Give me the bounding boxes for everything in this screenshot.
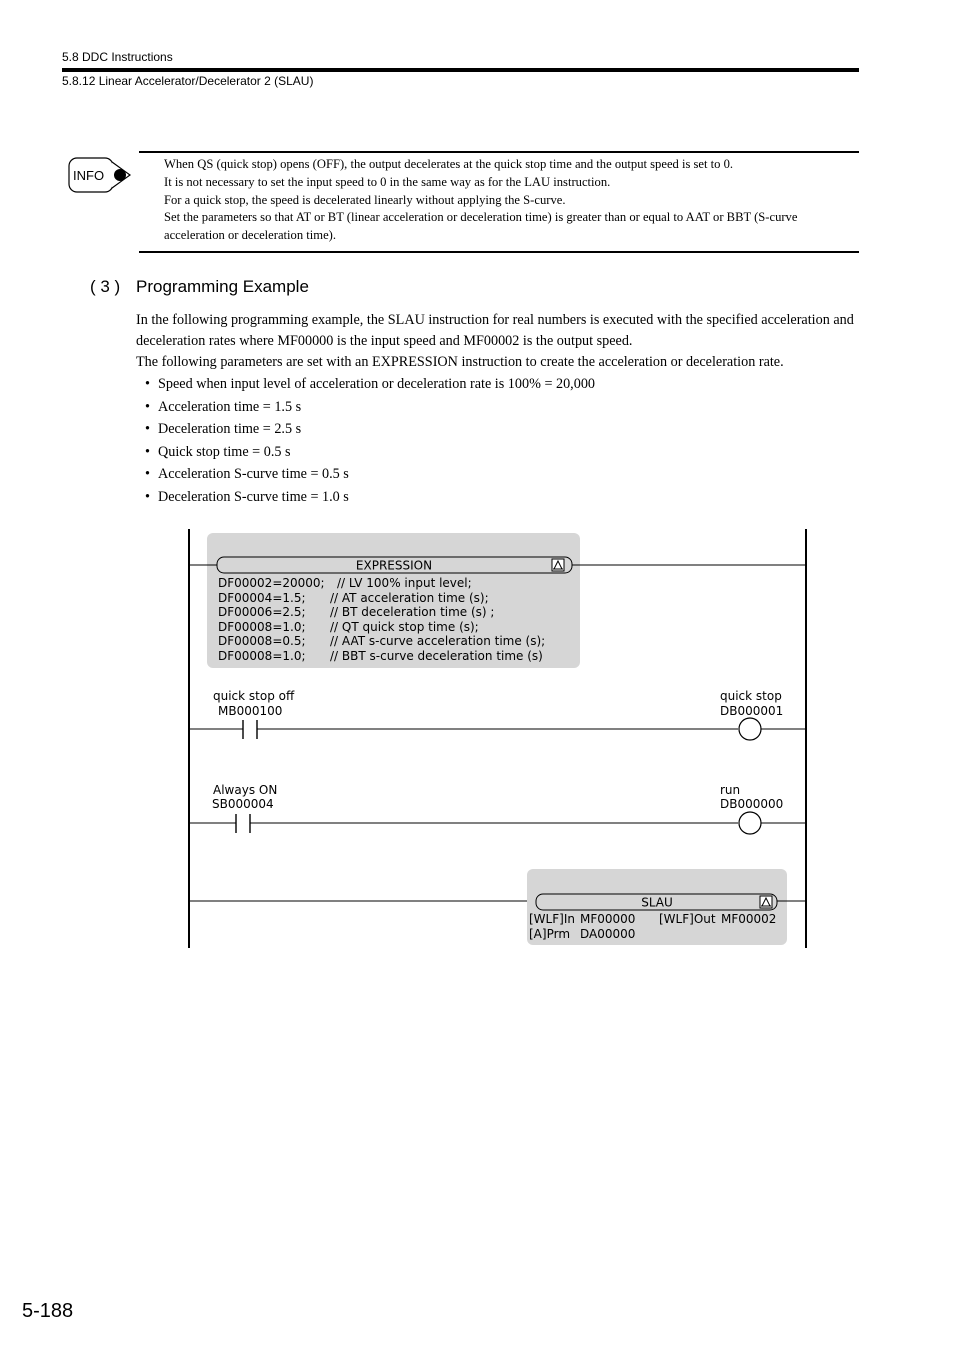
info-line: When QS (quick stop) opens (OFF), the output decelerates at the quick stop time and the output speed is set to 0. [164,157,734,171]
section-number: ( 3 ) [90,277,121,296]
info-line: It is not necessary to set the input speed to 0 in the same way as for the LAU instruction. [164,174,611,189]
slau-in-value: MF00000 [580,912,636,926]
expression-comment: // LV 100% input level; [337,576,472,590]
expression-comment: // QT quick stop time (s); [330,620,479,634]
expression-code: DF00002=20000; [218,576,325,590]
expression-code: DF00008=1.0; [218,649,306,663]
header-subsection: 5.8.12 Linear Accelerator/Decelerator 2 (SLAU) [62,74,314,88]
info-line: Set the parameters so that AT or BT (linear acceleration or deceleration time) is greater than or equal to AAT or BBT (S-curve acceleration or deceleration time). [164,210,798,243]
contact-label: quick stop off [213,689,295,703]
contact-address: SB000004 [212,797,274,811]
slau-title: SLAU [641,895,673,910]
expression-comment: // BT deceleration time (s) ; [330,605,495,619]
slau-block [189,869,806,945]
rung-run [189,783,806,834]
paragraph: In the following programming example, the SLAU instruction for real numbers is executed with the specified acceleration and deceleration rates where MF00000 is the input speed and MF00002 is the output speed. [136,312,854,349]
list-item: • Deceleration time = 2.5 s [145,418,595,441]
coil-address: DB000001 [720,704,784,718]
page-number: 5-188 [22,1300,74,1322]
expression-block [189,533,806,668]
expression-code: DF00008=0.5; [218,634,306,648]
expression-code: DF00006=2.5; [218,605,306,619]
coil-label: run [720,783,741,797]
coil [739,718,761,740]
expression-title: EXPRESSION [355,558,433,573]
list-item: • Speed when input level of acceleration or deceleration rate is 100% = 20,000 [145,373,595,396]
expression-code: DF00008=1.0; [218,620,306,634]
slau-out-value: MF00002 [721,912,777,926]
contact-address: MB000100 [218,704,283,718]
info-line: For a quick stop, the speed is decelerated linearly without applying the S-curve. [164,192,566,207]
list-item: • Acceleration S-curve time = 0.5 s [145,463,595,486]
paragraph: The following parameters are set with an EXPRESSION instruction to create the acceleration or deceleration rate. [136,354,784,370]
header-section: 5.8 DDC Instructions [62,50,173,64]
coil-label: quick stop [720,689,782,703]
slau-prm-label: [A]Prm [529,927,571,941]
expression-comment: // BBT s-curve deceleration time (s) [330,649,543,663]
contact-label: Always ON [213,783,278,797]
coil [739,812,761,834]
coil-address: DB000000 [720,797,784,811]
expression-code: DF00004=1.5; [218,591,306,605]
expression-comment: // AAT s-curve acceleration time (s); [330,634,546,648]
section-title: Programming Example [136,277,309,296]
list-item: • Acceleration time = 1.5 s [145,396,595,419]
expression-comment: // AT acceleration time (s); [330,591,489,605]
rung-quick-stop [189,689,806,740]
list-item: • Quick stop time = 0.5 s [145,441,595,464]
expand-icon [760,896,772,908]
slau-prm-value: DA00000 [580,927,636,941]
slau-in-label: [WLF]In [529,912,575,926]
slau-out-label: [WLF]Out [659,912,716,926]
info-icon-label: INFO [73,168,105,183]
list-item: • Deceleration S-curve time = 1.0 s [145,486,595,509]
expand-icon [552,559,564,571]
